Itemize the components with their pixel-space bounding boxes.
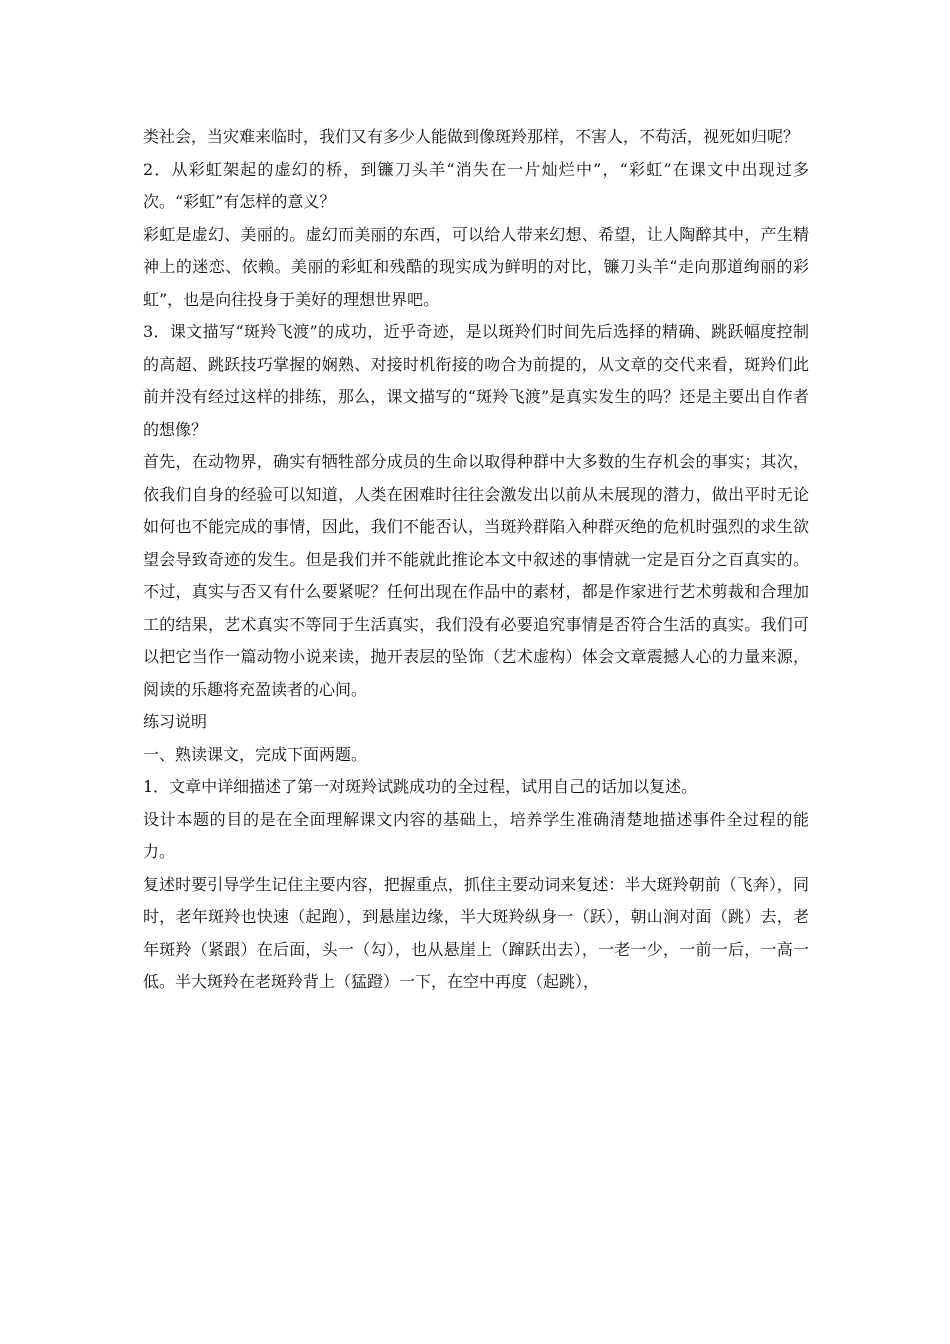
answer-3: 首先，在动物界，确实有牺牲部分成员的生命以取得种群中大多数的生存机会的事实；其次，依我们自身的经验可以知道，人类在困难时往往会激发出以前从未展现的潜力，做出平时无论如何也不能完成的事情，因此，我们不能否认，当斑羚群陷入种群灭绝的危机时强烈的求生欲望会导致奇迹的发生。但是我们并不能就此推论本文中叙述的事情就一定是百分之百真实的。不过，真实与否又有什么要紧呢？任何出现在作品中的素材，都是作家进行艺术剪裁和合理加工的结果，艺术真实不等同于生活真实，我们没有必要追究事情是否符合生活的真实。我们可以把它当作一篇动物小说来读，抛开表层的坠饰（艺术虚构）体会文章震撼人心的力量来源，阅读的乐趣将充盈读者的心间。 <box>143 452 809 699</box>
section-heading-exercise: 练习说明 <box>143 712 208 731</box>
exercise-question-1: 1．文章中详细描述了第一对斑羚试跳成功的全过程，试用自己的话加以复述。 <box>143 777 698 796</box>
exercise-retell-guidance: 复述时要引导学生记住主要内容，把握重点，抓住主要动词来复述：半大斑羚朝前（飞奔），同时，老年斑羚也快速（起跑），到悬崖边缘，半大斑羚纵身一（跃），朝山涧对面（跳）去，老年斑羚（紧跟）在后面，头一（勾），也从悬崖上（蹿跃出去），一老一少，一前一后，一高一低。半大斑羚在老斑羚背上（猛蹬）一下，在空中再度（起跳）， <box>143 874 809 991</box>
answer-2: 彩虹是虚幻、美丽的。虚幻而美丽的东西，可以给人带来幻想、希望，让人陶醉其中，产生精神上的迷恋、依赖。美丽的彩虹和残酷的现实成为鲜明的对比，镰刀头羊“走向那道绚丽的彩虹”，也是向往投身于美好的理想世界吧。 <box>143 224 809 309</box>
question-3: 3．课文描写“斑羚飞渡”的成功，近乎奇迹，是以斑羚们时间先后选择的精确、跳跃幅度控制的高超、跳跃技巧掌握的娴熟、对接时机衔接的吻合为前提的，从文章的交代来看，斑羚们此前并没有经过这样的排练，那么，课文描写的“斑羚飞渡”是真实发生的吗？还是主要出自作者的想像？ <box>143 322 809 439</box>
question-2: 2．从彩虹架起的虚幻的桥，到镰刀头羊“消失在一片灿烂中”，“彩虹”在课文中出现过多次。“彩虹”有怎样的意义？ <box>143 159 809 211</box>
exercise-design-purpose: 设计本题的目的是在全面理解课文内容的基础上，培养学生准确清楚地描述事件全过程的能力。 <box>143 809 809 861</box>
document-page <box>143 121 809 999</box>
exercise-part-1: 一、熟读课文，完成下面两题。 <box>143 744 368 764</box>
paragraph-continuation: 类社会，当灾难来临时，我们又有多少人能做到像斑羚那样，不害人，不苟活，视死如归呢？ <box>143 127 800 146</box>
